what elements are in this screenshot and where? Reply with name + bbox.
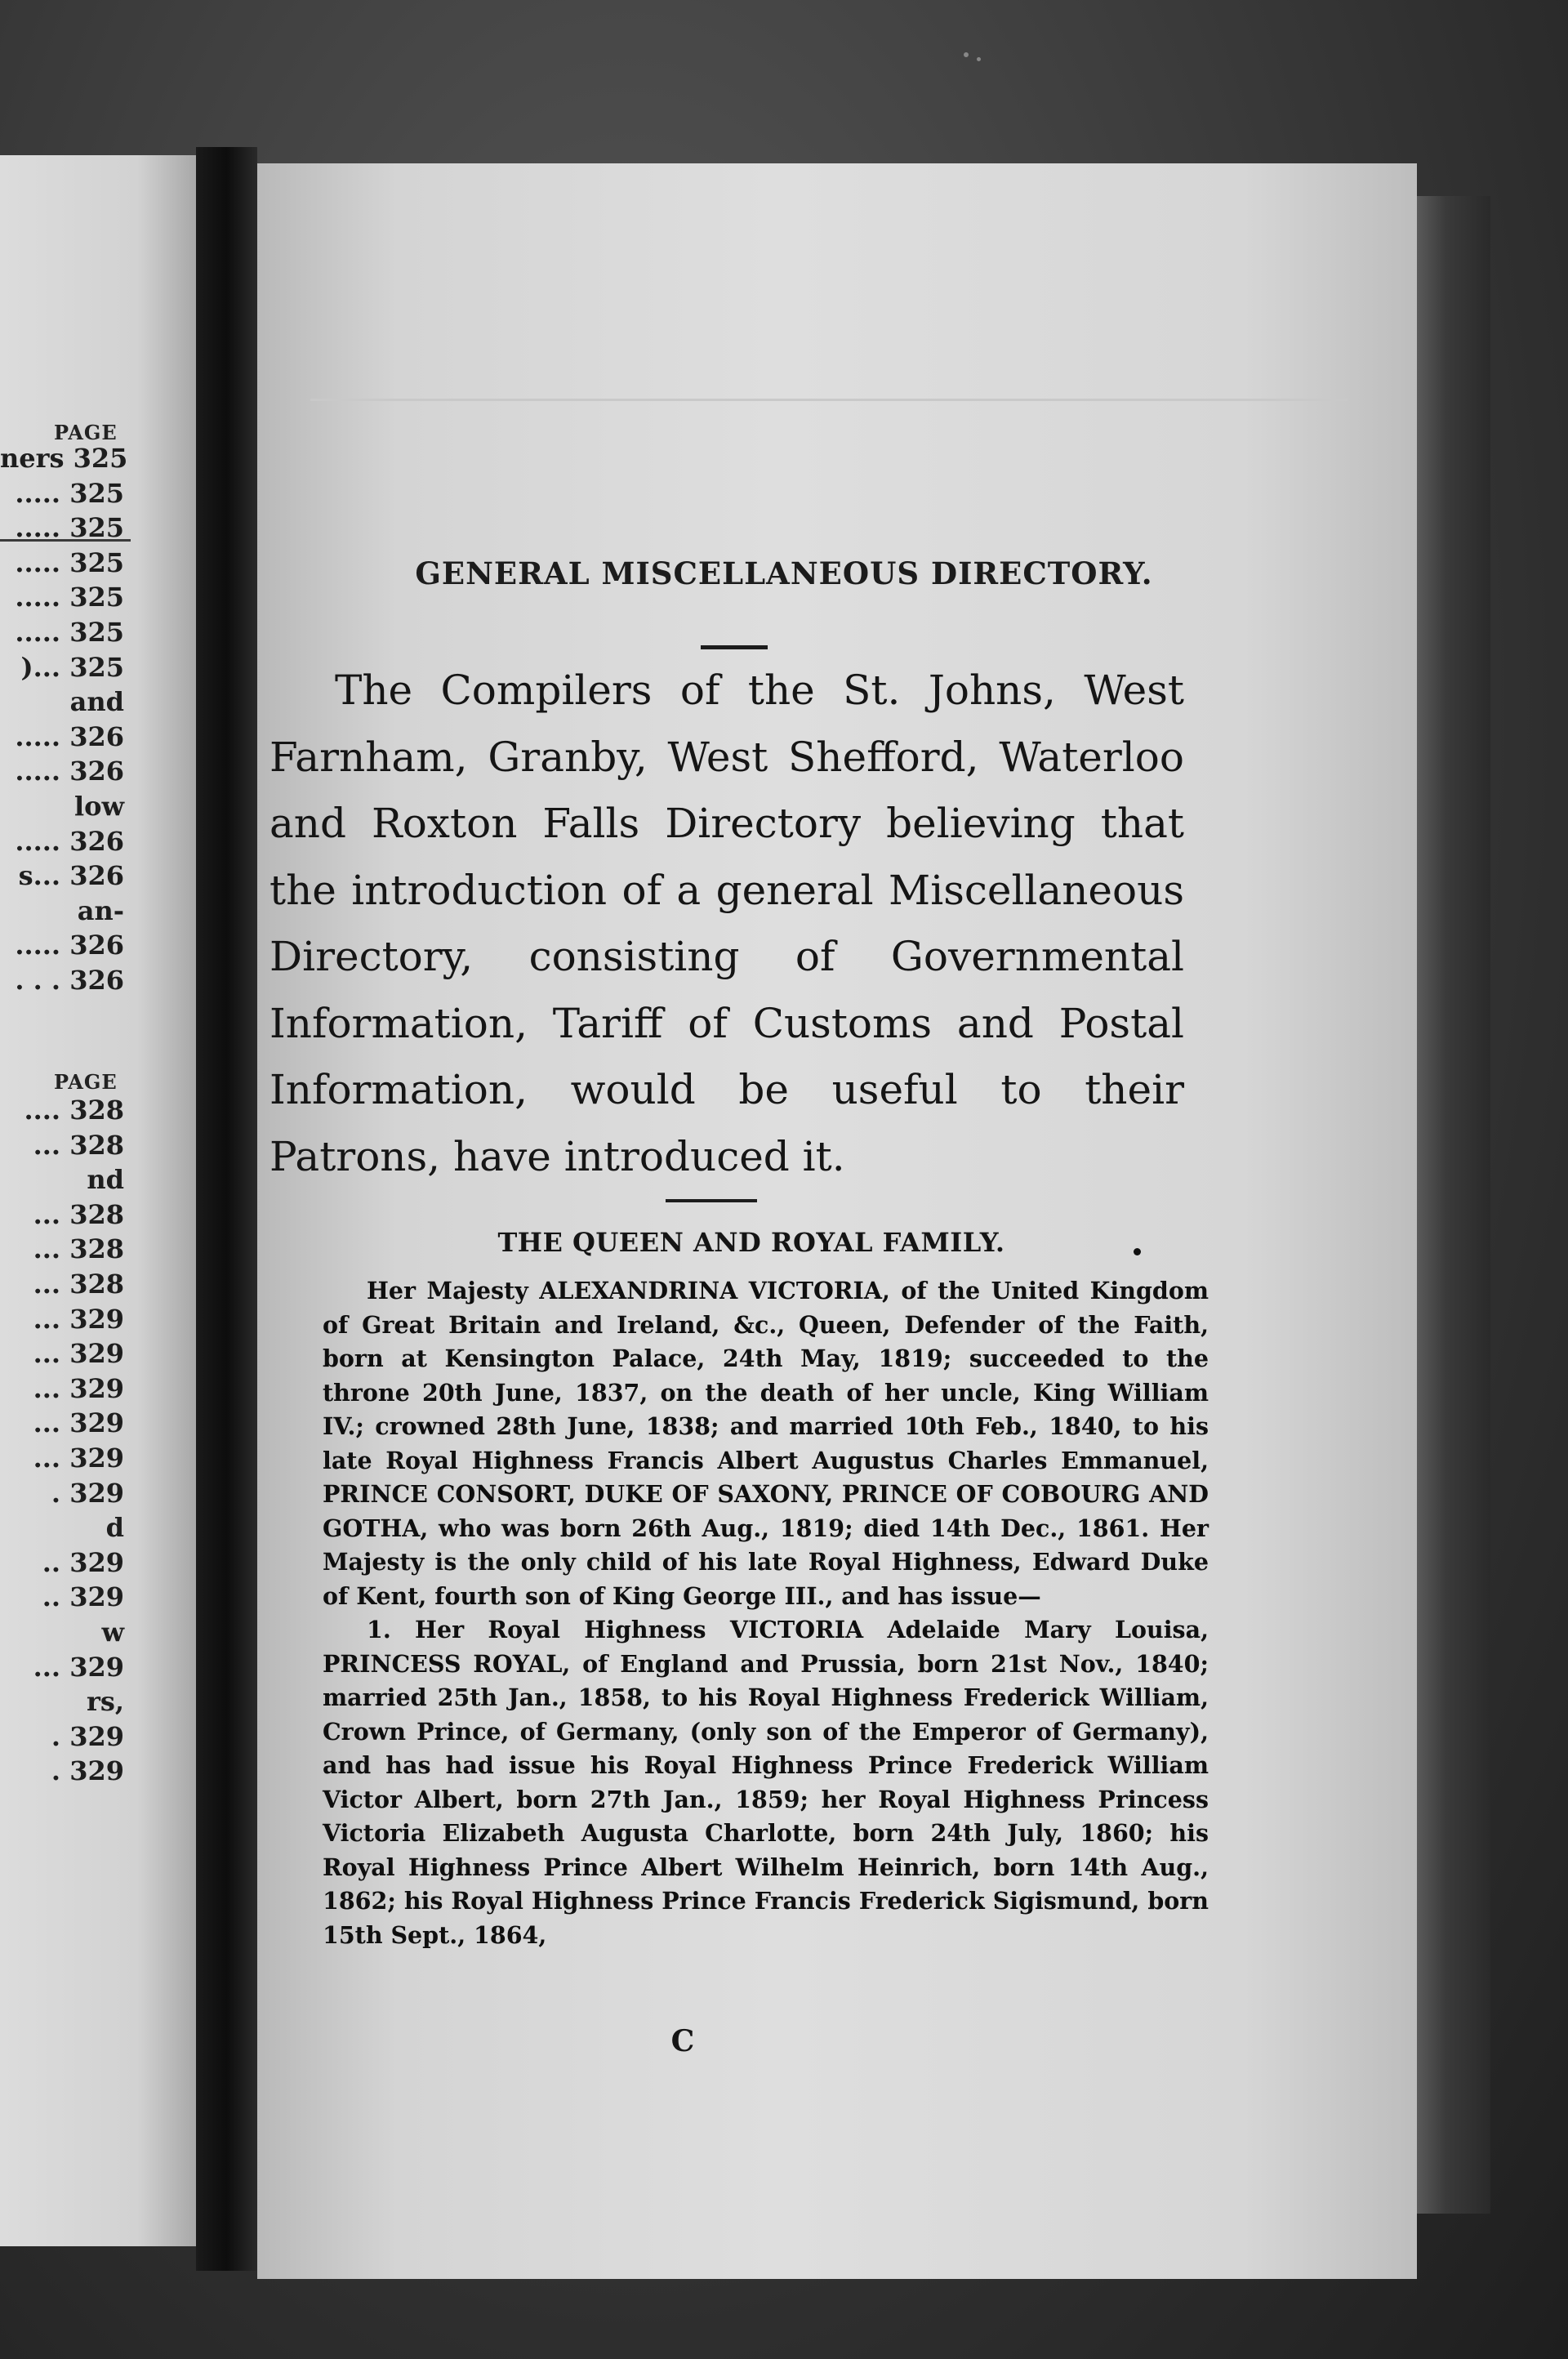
- book-gutter: [196, 147, 257, 2271]
- left-page-index-line: .. 329: [42, 1546, 124, 1578]
- section-heading: THE QUEEN AND ROYAL FAMILY.: [497, 1227, 1005, 1258]
- left-page-index-line: ..... 325: [15, 582, 124, 613]
- left-page-index-line: . 329: [51, 1477, 124, 1509]
- left-page-index-line: s... 326: [18, 860, 124, 892]
- left-page-index-line: nd: [87, 1164, 124, 1196]
- left-page-index-line: ..... 325: [15, 512, 124, 544]
- left-page-index-line: ... 328: [33, 1233, 124, 1265]
- section-divider: [666, 1199, 757, 1202]
- left-page-index-line: and: [69, 686, 124, 718]
- left-page-index-line: ..... 326: [15, 930, 124, 961]
- intro-paragraph: The Compilers of the St. Johns, West Farnham, Granby, West Shefford, Waterloo and Roxton Falls Directory believing that the introduction of a general Miscellaneous Directory, consisting of Governmental Information, Tariff of Customs and Postal Information, would be useful to their Patrons, have introduced it.: [270, 667, 1184, 1180]
- left-page-index-line: low: [74, 790, 124, 822]
- left-page-index-line: ..... 325: [15, 546, 124, 578]
- dust-speck: [964, 52, 969, 57]
- left-page-index-line: ..... 325: [15, 477, 124, 509]
- left-page-column-header: PAGE: [54, 1070, 118, 1094]
- left-page-index-line: d: [105, 1512, 124, 1544]
- left-page-index-line: ... 328: [33, 1268, 124, 1300]
- left-page-index-line: w: [101, 1616, 124, 1648]
- body-paragraph: Her Majesty ALEXANDRINA VICTORIA, of the United Kingdom of Great Britain and Ireland, &c., Queen, Defender of the Faith, born at Kensington Palace, 24th May, 1819; succeeded to the throne 20th June, 1837, on the death of her uncle, King William IV.; crowned 28th June, 1838; and married 10th Feb., 1840, to his late Royal Highness Francis Albert Augustus Charles Emmanuel, PRINCE CONSORT, DUKE OF SAXONY, PRINCE OF COBOURG AND GOTHA, who was born 26th Aug., 1819; died 14th Dec., 1861. Her Majesty is the only child of his late Royal Highness, Edward Duke of Kent, fourth son of King George III., and has issue—: [323, 1277, 1209, 1610]
- section-body: [323, 1274, 1209, 1952]
- left-page-index-line: ... 328: [33, 1198, 124, 1230]
- main-page: [257, 163, 1417, 2279]
- show-through-rule: [310, 399, 1348, 401]
- title-divider: [701, 645, 768, 649]
- left-page-index-line: )... 325: [20, 651, 124, 683]
- left-page-index-line: .... 328: [24, 1095, 124, 1126]
- left-page-index-line: . 329: [51, 1720, 124, 1752]
- left-page-index-list-1: [0, 441, 196, 998]
- body-paragraph: 1. Her Royal Highness VICTORIA Adelaide Mary Louisa, PRINCESS ROYAL, of England and Prussia, born 21st Nov., 1840; married 25th Jan., 1858, to his Royal Highness Frederick William, Crown Prince, of Germany, (only son of the Emperor of Germany), and has had issue his Royal Highness Prince Frederick William Victor Albert, born 27th Jan., 1859; her Royal Highness Princess Victoria Elizabeth Augusta Charlotte, born 24th July, 1860; his Royal Highness Prince Albert Wilhelm Heinrich, born 14th Aug., 1862; his Royal Highness Prince Francis Frederick Sigismund, born 15th Sept., 1864,: [323, 1616, 1209, 1949]
- dust-speck: [1134, 1248, 1141, 1255]
- facing-page-left: [0, 155, 196, 2246]
- left-page-index-line: ... 329: [33, 1407, 124, 1439]
- left-page-index-line: rs,: [86, 1686, 124, 1718]
- left-page-index-line: ... 329: [33, 1651, 124, 1683]
- left-page-index-line: . . . 326: [15, 964, 124, 996]
- page-edge: [1417, 196, 1490, 2214]
- left-page-index-line: ... 329: [33, 1303, 124, 1335]
- left-page-index-line: ... 329: [33, 1338, 124, 1370]
- left-page-index-line: ..... 326: [15, 825, 124, 857]
- left-page-index-line: .. 329: [42, 1581, 124, 1613]
- left-page-index-line: ... 329: [33, 1442, 124, 1474]
- left-page-index-line: ... 328: [33, 1129, 124, 1161]
- left-page-index-line: . 329: [51, 1755, 124, 1787]
- left-page-index-line: ..... 325: [15, 616, 124, 648]
- left-page-index-list-2: [0, 1093, 196, 1789]
- left-page-index-line: an-: [77, 894, 124, 926]
- signature-mark: C: [670, 2024, 695, 2058]
- left-page-index-line: ..... 326: [15, 756, 124, 787]
- left-page-index-line: ..... 326: [15, 720, 124, 752]
- left-page-index-line: ... 329: [33, 1372, 124, 1404]
- page-title: GENERAL MISCELLANEOUS DIRECTORY.: [415, 555, 1153, 591]
- left-page-column-header: PAGE: [54, 421, 118, 444]
- left-page-index-line: ners 325: [0, 443, 128, 474]
- dust-speck: [977, 57, 981, 61]
